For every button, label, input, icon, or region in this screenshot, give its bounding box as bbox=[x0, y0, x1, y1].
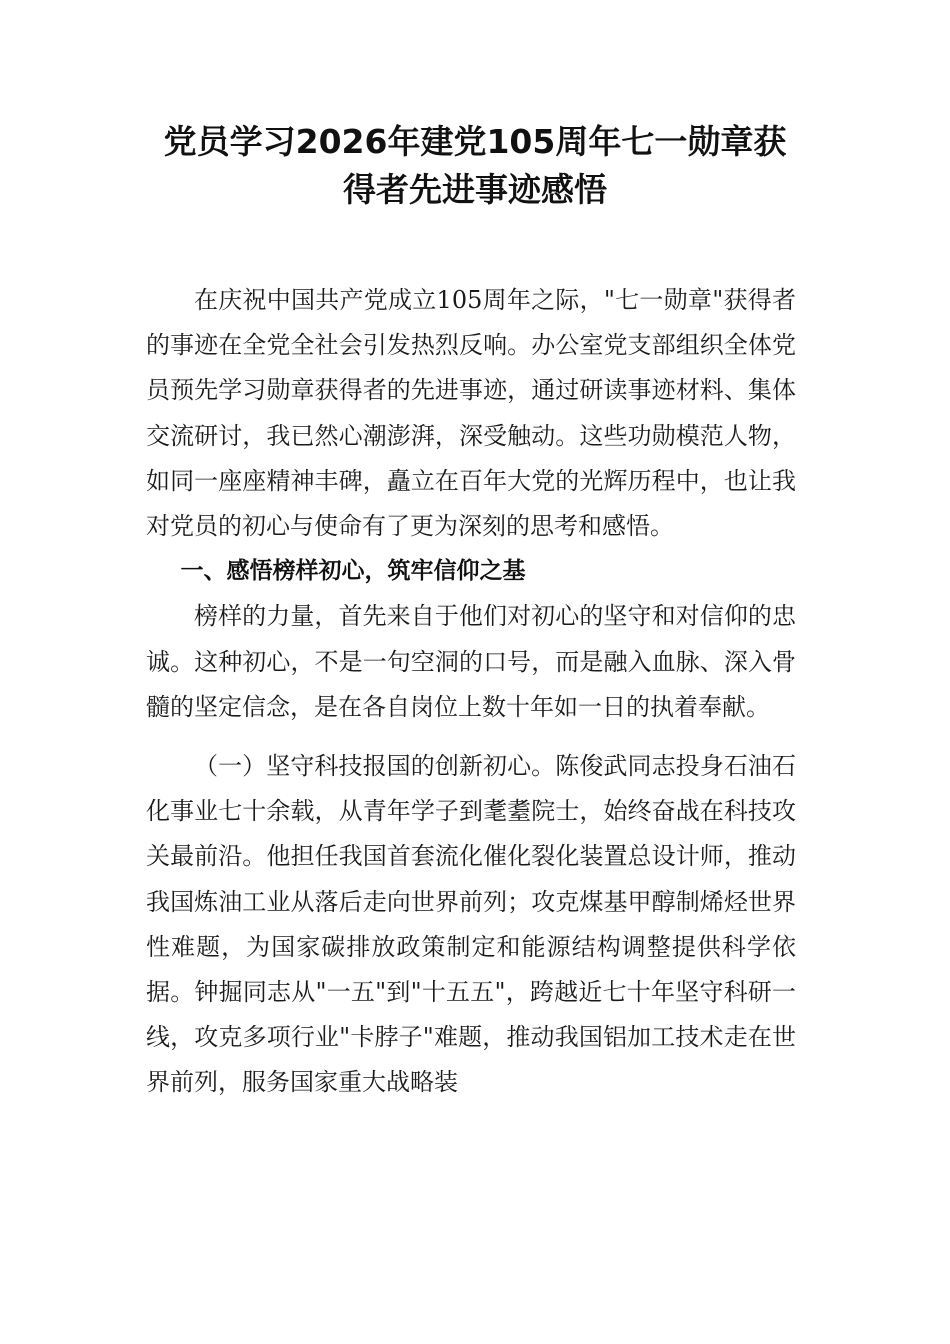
paragraph-subsection-1: （一）坚守科技报国的创新初心。陈俊武同志投身石油石化事业七十余载，从青年学子到耄耋院士，始终奋战在科技攻关最前沿。他担任我国首套流化催化裂化装置总设计师，推动我国炼油工业从落后走向世界前列；攻克煤基甲醇制烯烃世界性难题，为国家碳排放政策制定和能源结构调整提供科学依据。钟掘同志从"一五"到"十五五"，跨越近七十年坚守科研一线，攻克多项行业"卡脖子"难题，推动我国铝加工技术走在世界前列，服务国家重大战略装 bbox=[146, 752, 796, 1097]
paragraph-intro: 在庆祝中国共产党成立105周年之际，"七一勋章"获得者的事迹在全党全社会引发热烈反响。办公室党支部组织全体党员预先学习勋章获得者的先进事迹，通过研读事迹材料、集体交流研讨，我已然心潮澎湃，深受触动。这些功勋模范人物，如同一座座精神丰碑，矗立在百年大党的光辉历程中，也让我对党员的初心与使命有了更为深刻的思考和感悟。 bbox=[146, 286, 796, 541]
document-title bbox=[0, 118, 950, 214]
document-title-line-2: 得者先进事迹感悟 bbox=[343, 170, 607, 209]
document-title-line-1: 党员学习2026年建党105周年七一勋章获 bbox=[163, 122, 787, 161]
section-heading: 一、感悟榜样初心，筑牢信仰之基 bbox=[180, 558, 526, 585]
paragraph-section-1: 榜样的力量，首先来自于他们对初心的坚守和对信仰的忠诚。这种初心，不是一句空洞的口号，而是融入血脉、深入骨髓的坚定信念，是在各自岗位上数十年如一日的执着奉献。 bbox=[146, 602, 796, 721]
paragraph-spacer bbox=[146, 730, 796, 744]
document-body bbox=[146, 278, 796, 1106]
